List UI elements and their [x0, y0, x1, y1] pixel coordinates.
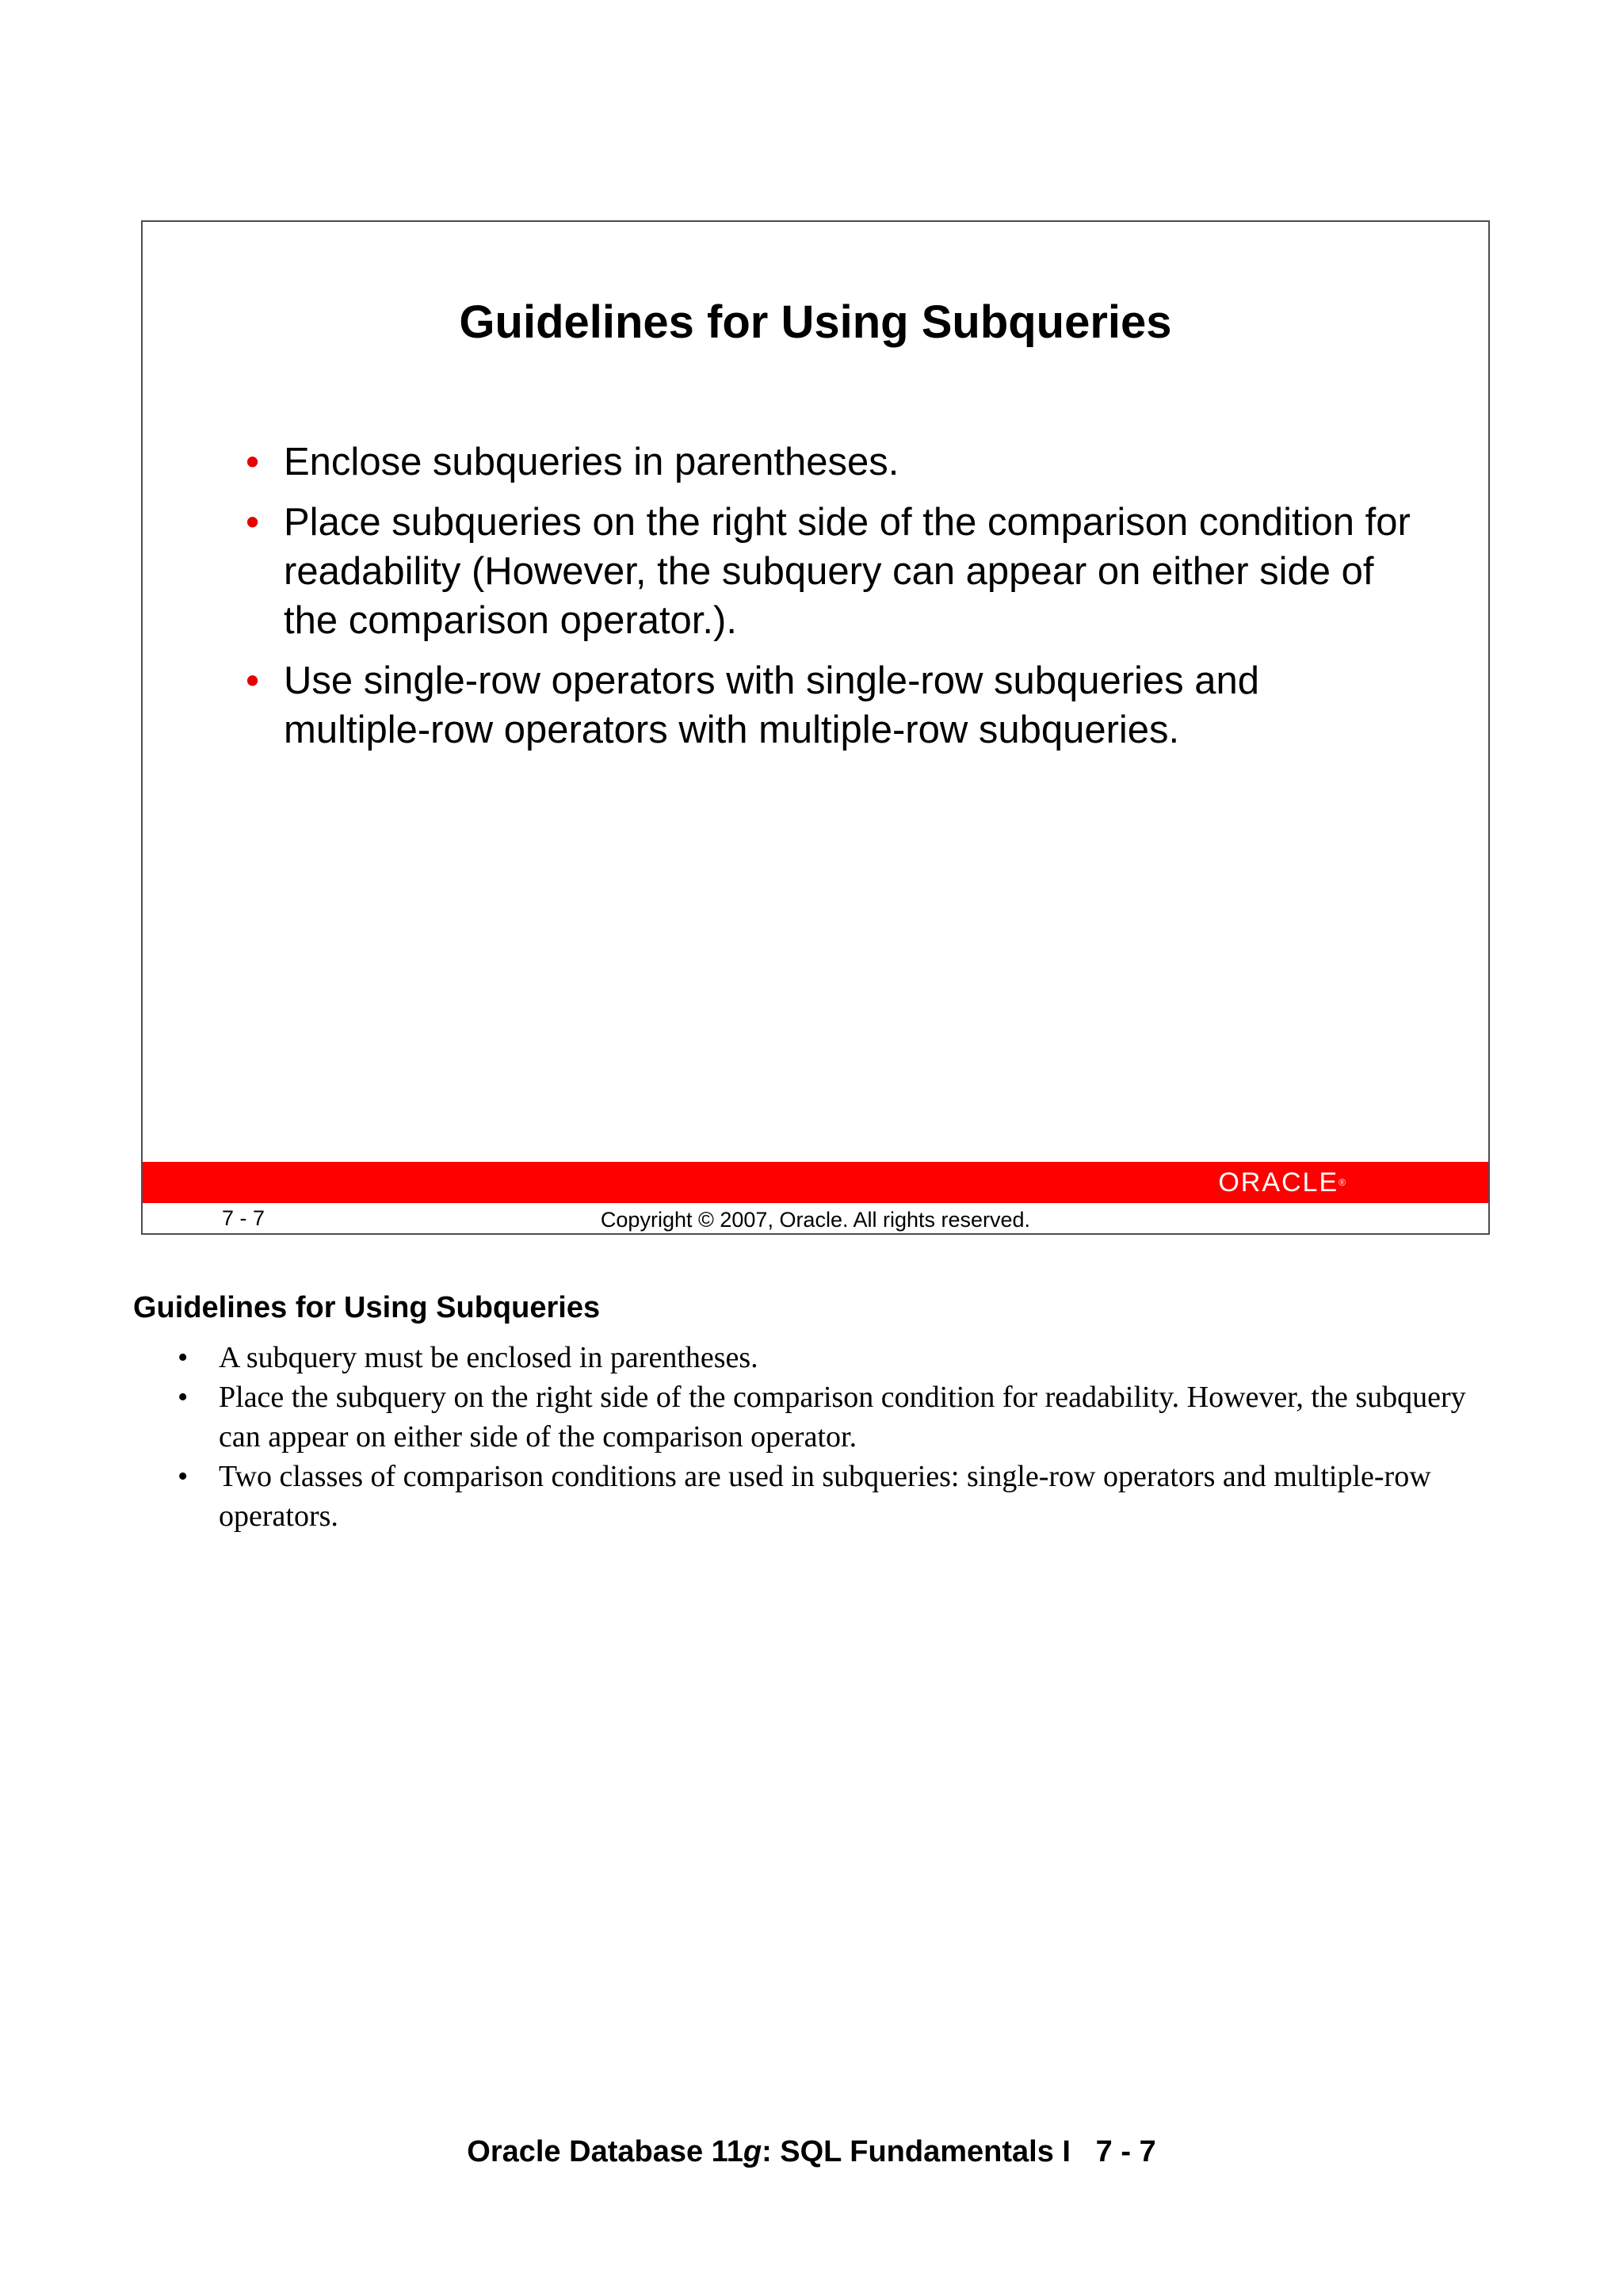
footer-course-suffix: : SQL Fundamentals I	[762, 2135, 1071, 2168]
footer-course-prefix: Oracle Database 11	[467, 2135, 743, 2168]
slide	[141, 220, 1490, 1235]
notes-bullet	[178, 1338, 1485, 1377]
notes-bullet	[178, 1457, 1485, 1536]
notes-bullet	[178, 1377, 1485, 1457]
bullet-icon: •	[246, 501, 260, 544]
slide-title: Guidelines for Using Subqueries	[459, 296, 1172, 348]
slide-red-band	[143, 1162, 1488, 1203]
slide-bullet	[246, 498, 1411, 645]
notes-bullet-text: A subquery must be enclosed in parentheses.	[219, 1341, 758, 1374]
slide-bullet-text: Use single-row operators with single-row subqueries and multiple-row operators with multiple-row subqueries.	[284, 659, 1260, 751]
bullet-icon: •	[178, 1341, 189, 1374]
slide-copyright: Copyright © 2007, Oracle. All rights reserved.	[600, 1208, 1031, 1232]
footer-page-number: 7 - 7	[1095, 2135, 1156, 2168]
slide-bullet	[246, 437, 1411, 487]
slide-bullet-list	[246, 437, 1411, 766]
slide-bullet	[246, 656, 1411, 755]
footer-course-italic: g	[743, 2135, 762, 2168]
bullet-icon: •	[178, 1381, 189, 1414]
slide-number: 7 - 7	[222, 1206, 265, 1230]
notes-bullet-text: Place the subquery on the right side of the comparison condition for readability. However, the subquery can appear on either side of the comparison operator.	[219, 1381, 1466, 1454]
registered-mark: ®	[1338, 1177, 1346, 1188]
bullet-icon: •	[178, 1460, 189, 1493]
notes-bullet-list	[178, 1338, 1485, 1536]
slide-footer	[143, 1203, 1488, 1235]
slide-bullet-text: Enclose subqueries in parentheses.	[284, 441, 899, 483]
oracle-logo-text: ORACLE	[1218, 1167, 1339, 1198]
bullet-icon: •	[246, 659, 260, 702]
oracle-logo	[1218, 1168, 1346, 1197]
page-footer	[0, 2134, 1623, 2170]
notes-heading: Guidelines for Using Subqueries	[133, 1291, 601, 1324]
slide-bullet-text: Place subqueries on the right side of the comparison condition for readability (However, the subquery can appear on either side of the comparison operator.).	[284, 501, 1411, 642]
notes-bullet-text: Two classes of comparison conditions are used in subqueries: single-row operators and multiple-row operators.	[219, 1460, 1431, 1533]
bullet-icon: •	[246, 441, 260, 483]
